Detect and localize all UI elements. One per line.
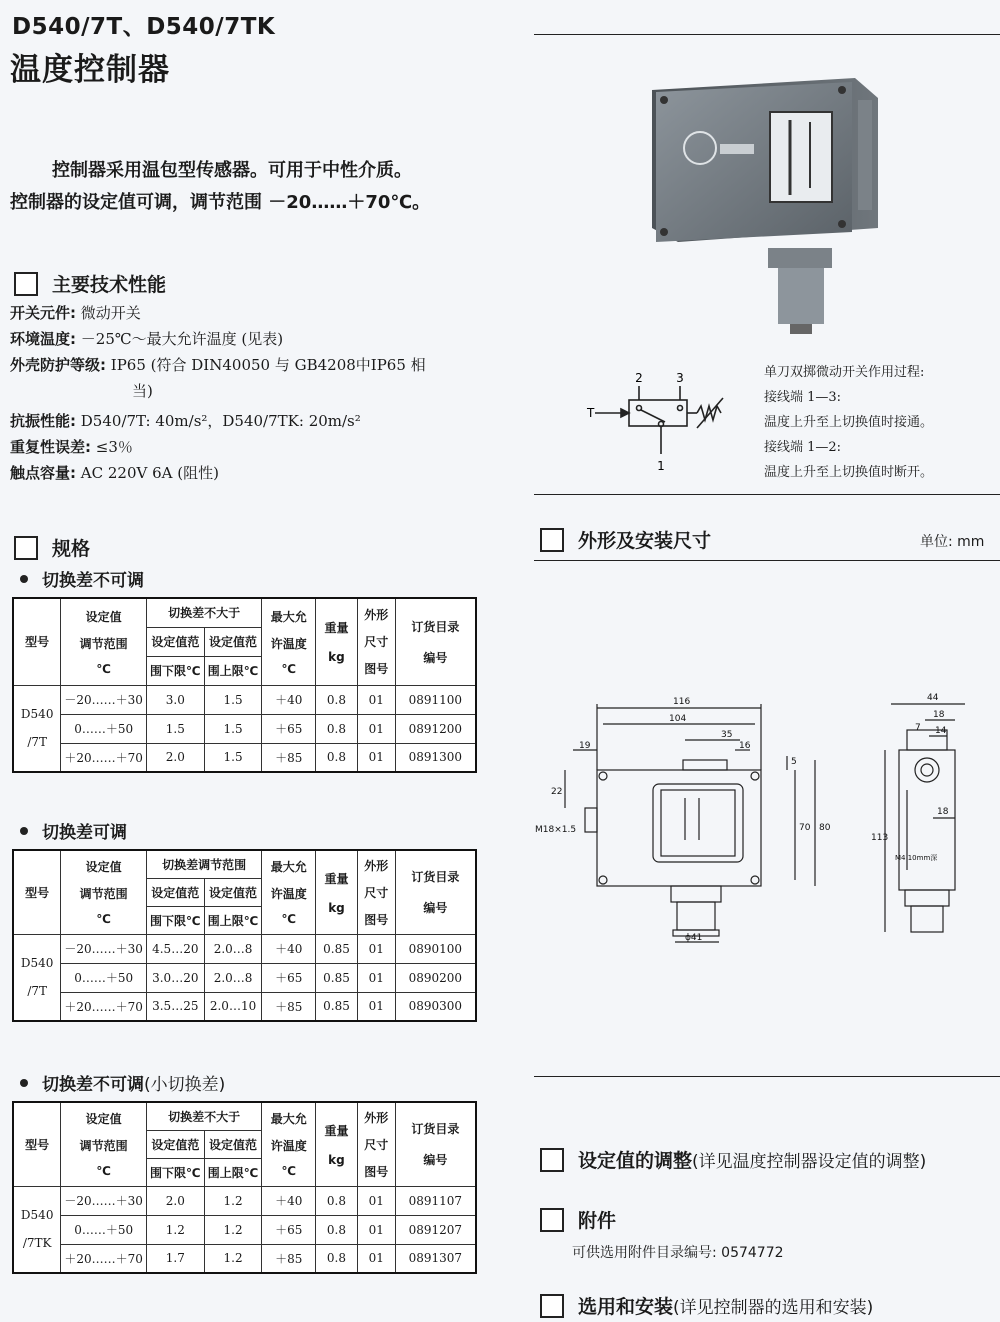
document-title: 温度控制器 [10,52,170,88]
switch-note-line: 温度上升至上切换值时接通。 [764,415,934,430]
spec-item [10,460,480,486]
checkbox-icon [540,1208,564,1232]
header-weight: 重量 kg [316,598,358,685]
cell-maxtemp: ＋65 [262,963,316,992]
switch-schematic [585,368,735,478]
header-upper-2: 围上限℃ [204,906,262,934]
cell-range: －20……＋30 [61,1186,147,1215]
cell-order: 0890100 [395,934,476,963]
header-weight: 重量 kg [316,1102,358,1186]
spec-value: IP65 (符合 DIN40050 与 GB4208中IP65 相 [110,356,426,374]
table-subtitle-text: 切换差可调 [42,823,127,843]
cell-maxtemp: ＋85 [262,743,316,772]
spec-label: 抗振性能: [10,412,76,430]
header-weight: 重量 kg [316,850,358,934]
cell-range: 0……＋50 [61,963,147,992]
dim-7: 7 [915,723,921,733]
table-row [13,992,476,1021]
table-row [13,714,476,743]
header-model: 型号 [13,598,61,685]
cell-range: －20……＋30 [61,685,147,714]
header-lower-2: 围下限℃ [146,1158,204,1186]
table-subtitle-note: (小切换差) [144,1075,226,1095]
bullet-icon [20,1079,28,1087]
dim-5: 5 [791,757,797,767]
header-upper-2: 围上限℃ [204,1158,262,1186]
cell-weight: 0.85 [316,992,358,1021]
dim-35: 35 [721,730,733,740]
cell-upper: 1.2 [204,1215,262,1244]
divider-top [534,34,1000,35]
spec-value: －25℃～最大允许温度 (见表) [80,330,284,348]
cell-lower: 3.5…25 [146,992,204,1021]
switch-note-line: 接线端 1—3: [764,390,842,405]
cell-order: 0891207 [395,1215,476,1244]
checkbox-icon [540,528,564,552]
spec-table-1 [12,597,477,773]
spec-item [10,352,480,378]
intro-line-1: 控制器采用温包型传感器。可用于中性介质。 [52,160,412,181]
cell-lower: 1.5 [146,714,204,743]
cell-dim: 01 [357,685,395,714]
spec-label: 环境温度: [10,330,76,348]
cell-upper: 1.5 [204,743,262,772]
header-maxtemp: 最大允 许温度 ℃ [262,850,316,934]
table-row [13,1244,476,1273]
header-upper-2: 围上限℃ [204,656,262,685]
cell-lower: 3.0…20 [146,963,204,992]
table-subtitle-text: 切换差不可调 [42,571,144,591]
cell-weight: 0.8 [316,1215,358,1244]
terminal-3-label: 3 [676,371,684,385]
terminal-2-label: 2 [635,371,643,385]
cell-dim: 01 [357,743,395,772]
cell-upper: 1.2 [204,1244,262,1273]
cell-range: －20……＋30 [61,934,147,963]
dim-16: 16 [739,741,751,751]
cell-order: 0890200 [395,963,476,992]
dim-18-side: 18 [937,807,949,817]
header-upper: 设定值范 [204,1130,262,1158]
cell-order: 0891200 [395,714,476,743]
cell-weight: 0.8 [316,714,358,743]
table-row [13,743,476,772]
header-maxtemp: 最大允 许温度 ℃ [262,1102,316,1186]
section-dimensions-title [540,526,711,553]
section-tech-title [14,270,166,297]
cell-range: ＋20……＋70 [61,992,147,1021]
table-2-subtitle [20,818,127,843]
cell-upper: 1.5 [204,714,262,743]
section-setting-note: (详见温度控制器设定值的调整) [692,1152,927,1172]
cell-lower: 1.2 [146,1215,204,1244]
cell-weight: 0.85 [316,963,358,992]
dim-thread: M18×1.5 [535,825,577,835]
checkbox-icon [14,272,38,296]
dim-22: 22 [551,787,563,797]
cell-dim: 01 [357,714,395,743]
header-order: 订货目录 编号 [395,1102,476,1186]
switch-description [764,360,933,485]
checkbox-icon [540,1148,564,1172]
cell-lower: 3.0 [146,685,204,714]
cell-weight: 0.8 [316,685,358,714]
table-1-subtitle [20,566,144,591]
spec-label: 外壳防护等级: [10,356,106,374]
section-setting-title [540,1146,926,1173]
header-lower: 设定值范 [146,878,204,906]
spec-item [10,326,480,352]
dimension-drawing [535,690,1000,960]
table-row [13,685,476,714]
model-cell: D540 /7T [13,934,61,1021]
spec-table-3 [12,1101,477,1274]
document-model-code: D540/7T、D540/7TK [12,14,276,40]
cell-range: ＋20……＋70 [61,1244,147,1273]
cell-range: ＋20……＋70 [61,743,147,772]
divider-mid [534,494,1000,495]
header-setpoint: 设定值 调节范围 ℃ [61,598,147,685]
header-dim: 外形 尺寸 图号 [357,598,395,685]
header-lower: 设定值范 [146,627,204,656]
dim-44: 44 [927,693,939,703]
spec-value: AC 220V 6A (阻性) [80,464,219,482]
table-subtitle-text: 切换差不可调 [42,1075,144,1095]
header-dim: 外形 尺寸 图号 [357,1102,395,1186]
checkbox-icon [540,1294,564,1318]
spec-label: 开关元件: [10,304,76,322]
cell-maxtemp: ＋40 [262,934,316,963]
header-lower: 设定值范 [146,1130,204,1158]
t-label: T [587,406,595,420]
cell-range: 0……＋50 [61,1215,147,1244]
spec-item [10,300,480,326]
table-row [13,934,476,963]
cell-order: 0891300 [395,743,476,772]
cell-upper: 2.0…8 [204,963,262,992]
dim-screw: M4 10mm深 [895,854,938,862]
divider-bottom [534,1076,1000,1077]
section-accessory-label: 附件 [578,1210,617,1232]
switch-note-line: 单刀双掷微动开关作用过程: [764,365,925,380]
cell-maxtemp: ＋40 [262,1186,316,1215]
switch-note-line: 温度上升至上切换值时断开。 [764,465,934,480]
header-order: 订货目录 编号 [395,850,476,934]
spec-item [10,378,480,404]
section-install-label: 选用和安装 [578,1296,674,1318]
spec-value: 当) [132,382,153,400]
cell-weight: 0.8 [316,1186,358,1215]
header-order: 订货目录 编号 [395,598,476,685]
intro-line-2: 控制器的设定值可调，调节范围 －20……＋70℃。 [10,192,431,213]
spec-table-2 [12,849,477,1022]
table-row [13,1186,476,1215]
table-row [13,963,476,992]
bullet-icon [20,575,28,583]
terminal-1-label: 1 [657,459,665,473]
section-tech-label: 主要技术性能 [52,274,167,296]
cell-dim: 01 [357,934,395,963]
cell-order: 0891100 [395,685,476,714]
spec-item [10,408,480,434]
header-diff: 切换差不大于 [146,1102,261,1130]
cell-order: 0891107 [395,1186,476,1215]
spec-label: 重复性误差: [10,438,91,456]
cell-order: 0891307 [395,1244,476,1273]
cell-lower: 2.0 [146,743,204,772]
unit-label: 单位: mm [920,534,985,550]
section-install-title [540,1292,873,1319]
header-diff: 切换差调节范围 [146,850,262,878]
model-cell: D540 /7TK [13,1186,61,1273]
section-dimensions-label: 外形及安装尺寸 [578,530,712,552]
cell-lower: 1.7 [146,1244,204,1273]
header-dim: 外形 尺寸 图号 [357,850,395,934]
cell-weight: 0.85 [316,934,358,963]
cell-range: 0……＋50 [61,714,147,743]
header-upper: 设定值范 [204,627,262,656]
header-setpoint: 设定值 调节范围 ℃ [61,1102,147,1186]
spec-label: 触点容量: [10,464,76,482]
header-lower-2: 围下限℃ [146,906,204,934]
spec-value: D540/7T: 40m/s²，D540/7TK: 20m/s² [80,412,361,430]
cell-dim: 01 [357,992,395,1021]
section-setting-label: 设定值的调整 [578,1150,693,1172]
section-accessory-title [540,1206,616,1233]
cell-dim: 01 [357,963,395,992]
section-spec-title [14,534,90,561]
dim-80: 80 [819,823,831,833]
bullet-icon [20,827,28,835]
cell-dim: 01 [357,1244,395,1273]
cell-upper: 1.2 [204,1186,262,1215]
model-cell: D540 /7T [13,685,61,772]
table-row [13,1215,476,1244]
tech-spec-list [10,300,480,486]
header-maxtemp: 最大允 许温度 ℃ [262,598,316,685]
cell-order: 0890300 [395,992,476,1021]
header-diff: 切换差不大于 [146,598,261,627]
accessory-text: 可供选用附件目录编号: 0574772 [572,1245,784,1261]
cell-upper: 2.0…10 [204,992,262,1021]
dim-104: 104 [669,714,687,724]
cell-maxtemp: ＋85 [262,1244,316,1273]
product-photo [620,60,900,340]
cell-maxtemp: ＋40 [262,685,316,714]
dim-dia41: ϕ41 [685,933,703,943]
dim-116: 116 [673,697,691,707]
spec-item [10,434,480,460]
cell-lower: 2.0 [146,1186,204,1215]
checkbox-icon [14,536,38,560]
dim-113: 113 [871,833,889,843]
spec-value: 微动开关 [80,304,141,322]
header-upper: 设定值范 [204,878,262,906]
cell-dim: 01 [357,1215,395,1244]
dim-70: 70 [799,823,811,833]
section-install-note: (详见控制器的选用和安装) [673,1298,874,1318]
divider-dim [534,560,1000,561]
header-setpoint: 设定值 调节范围 ℃ [61,850,147,934]
cell-weight: 0.8 [316,1244,358,1273]
section-spec-label: 规格 [52,538,91,560]
header-model: 型号 [13,1102,61,1186]
cell-lower: 4.5…20 [146,934,204,963]
dim-14: 14 [935,726,947,736]
cell-upper: 1.5 [204,685,262,714]
header-model: 型号 [13,850,61,934]
cell-weight: 0.8 [316,743,358,772]
cell-upper: 2.0…8 [204,934,262,963]
cell-dim: 01 [357,1186,395,1215]
dim-19: 19 [579,741,591,751]
cell-maxtemp: ＋65 [262,1215,316,1244]
cell-maxtemp: ＋85 [262,992,316,1021]
dim-18-top: 18 [933,710,945,720]
spec-value: ≤3％ [95,438,133,456]
cell-maxtemp: ＋65 [262,714,316,743]
header-lower-2: 围下限℃ [146,656,204,685]
switch-note-line: 接线端 1—2: [764,440,842,455]
table-3-subtitle [20,1070,225,1095]
